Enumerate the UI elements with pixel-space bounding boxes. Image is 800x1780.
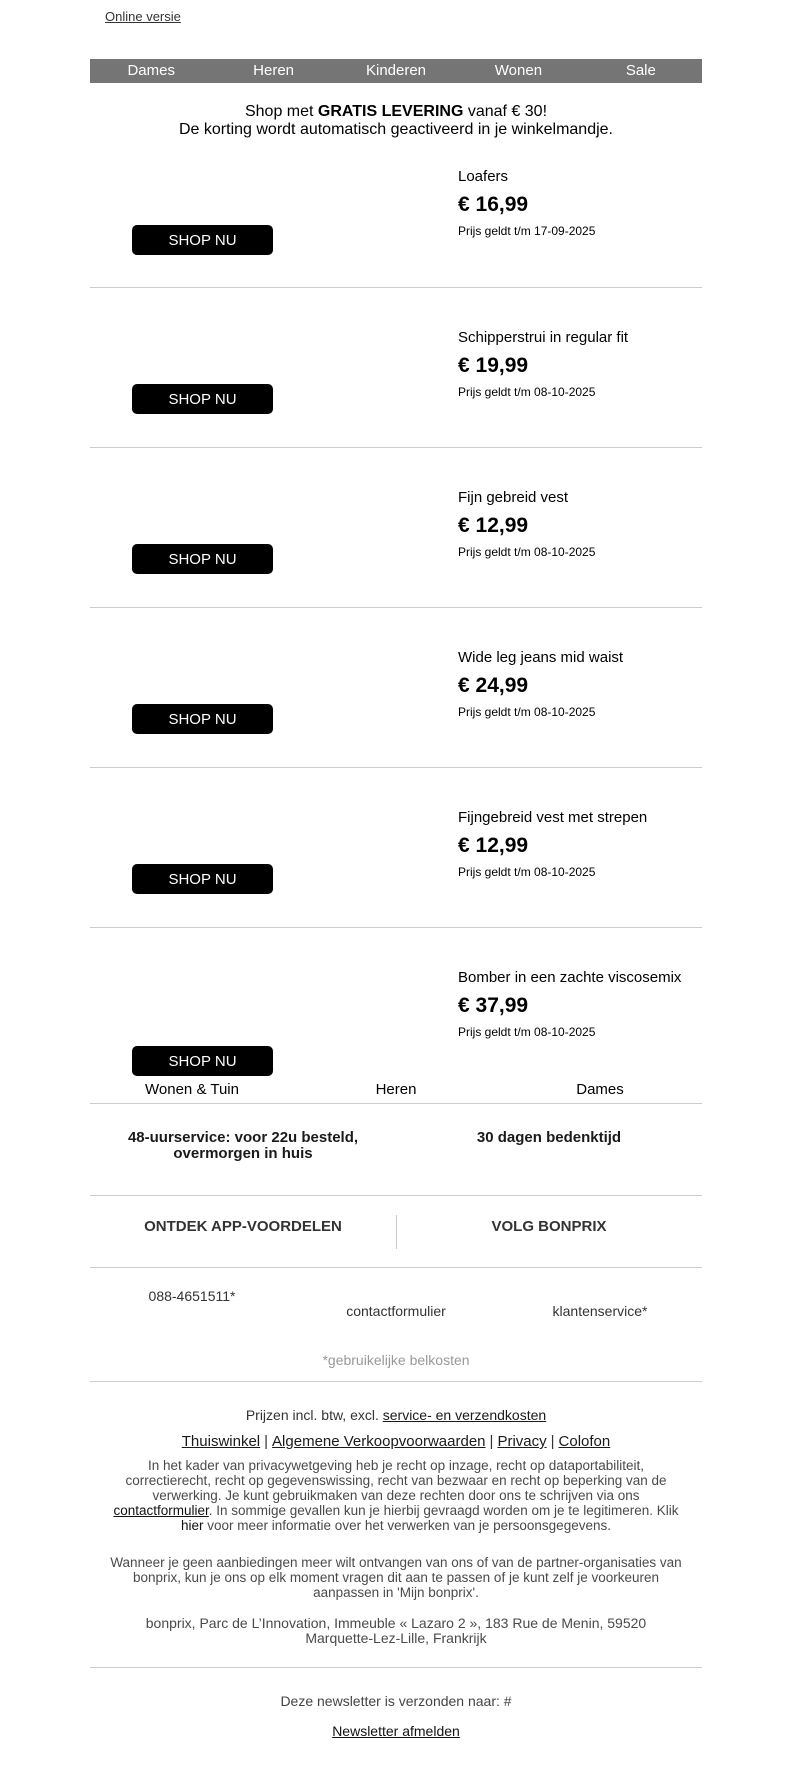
category-links-row [90,1078,702,1104]
privacy-hier-link[interactable]: hier [181,1518,204,1533]
legal-section [90,1407,702,1668]
product-price: € 37,99 [458,994,529,1017]
product-row [90,768,702,928]
product-validity: Prijs geldt t/m 08-10-2025 [458,865,596,879]
promo-header-bold: GRATIS LEVERING [317,103,464,120]
product-row [90,288,702,448]
product-image-column [90,288,458,447]
newsletter-unsubscribe-link[interactable]: Newsletter afmelden [332,1723,460,1739]
nav-item-dames[interactable]: Dames [127,62,175,79]
product-price: € 19,99 [458,354,529,377]
product-info [458,448,702,607]
usp-row [90,1104,702,1196]
category-nav-bar [90,59,702,83]
footer [90,1693,702,1741]
nav-item-wonen[interactable]: Wonen [494,62,543,79]
product-info [458,139,702,287]
product-image-placeholder[interactable] [90,288,458,447]
shop-nu-button[interactable]: SHOP NU [132,864,273,894]
product-row [90,928,702,1078]
category-link-heren[interactable]: Heren [375,1081,417,1098]
promo-header-line2: De korting wordt automatisch geactiveerd in je winkelmandje. [179,121,613,138]
call-costs-note: *gebruikelijke belkosten [322,1352,470,1368]
product-price: € 24,99 [458,674,529,697]
privacy-paragraph: In het kader van privacywetgeving heb je recht op inzage, recht op dataportabiliteit, correctierecht, recht op gegevenswissing, recht van bezwaar en recht op beperking van de verwerking. Je kunt gebruikmaken van deze rechten door ons te schrijven via ons contactformulier. In sommige gevallen kun je hierbij gevraagd worden om je te legitimeren. Klik hier voor meer informatie over het verwerken van je persoonsgegevens. [113,1458,679,1533]
product-row [90,608,702,768]
colofon-link[interactable]: Colofon [558,1433,611,1450]
unsubscribe-paragraph: Wanneer je geen aanbiedingen meer wilt ontvangen van ons of van de partner-organisaties van bonprix, kun je ons op elk moment vragen dit aan te passen of je kunt zelf je voorkeuren aanpassen in 'Mijn bonprix'. [110,1555,682,1600]
follow-bonprix-link[interactable]: VOLG BONPRIX [491,1218,607,1235]
prices-line: Prijzen incl. btw, excl. service- en verzendkosten [245,1407,547,1423]
newsletter-body [90,0,702,1741]
product-image-placeholder[interactable] [90,139,458,287]
product-validity: Prijs geldt t/m 08-10-2025 [458,385,596,399]
product-validity: Prijs geldt t/m 17-09-2025 [458,224,596,238]
shop-nu-button[interactable]: SHOP NU [132,384,273,414]
product-name: Fijn gebreid vest [458,489,569,506]
customer-service-link[interactable]: klantenservice* [552,1303,648,1319]
product-price: € 16,99 [458,193,529,216]
terms-link[interactable]: Algemene Verkoopvoorwaarden [272,1433,486,1450]
app-social-row [90,1196,702,1268]
product-validity: Prijs geldt t/m 08-10-2025 [458,545,596,559]
category-link-wonen-tuin[interactable]: Wonen & Tuin [145,1081,239,1098]
product-validity: Prijs geldt t/m 08-10-2025 [458,1025,596,1039]
shop-nu-button[interactable]: SHOP NU [132,544,273,574]
product-image-column [90,448,458,607]
product-image-placeholder[interactable] [90,608,458,767]
thuiswinkel-link[interactable]: Thuiswinkel [181,1433,261,1450]
product-name: Fijngebreid vest met strepen [458,809,648,826]
product-image-column [90,928,458,1078]
product-info [458,768,702,927]
product-image-placeholder[interactable] [90,768,458,927]
nav-item-heren[interactable]: Heren [253,62,295,79]
promo-header-line1: Shop met GRATIS LEVERING vanaf € 30! [244,103,548,120]
usp-delivery-line2: overmorgen in huis [173,1145,313,1162]
product-row [90,448,702,608]
product-info [458,928,702,1078]
product-image-column [90,768,458,927]
promo-header [90,103,702,139]
product-price: € 12,99 [458,834,529,857]
contact-section [90,1268,702,1382]
shipping-costs-link[interactable]: service- en verzendkosten [382,1407,547,1423]
product-name: Loafers [458,168,509,185]
vertical-divider [396,1215,397,1249]
company-address: bonprix, Parc de L’Innovation, Immeuble « Lazaro 2 », 183 Rue de Menin, 59520 Marquette-Lez-Lille, Frankrijk [145,1615,647,1646]
legal-links-row [90,1434,702,1450]
nav-item-sale[interactable]: Sale [625,62,656,79]
usp-return-policy: 30 dagen bedenktijd [476,1129,622,1146]
separator: | [489,1433,494,1450]
usp-delivery-line1: 48-uurservice: voor 22u besteld, [127,1129,359,1146]
shop-nu-button[interactable]: SHOP NU [132,1046,273,1076]
privacy-contact-form-link[interactable]: contactformulier [113,1503,209,1518]
product-info [458,288,702,447]
separator: | [550,1433,555,1450]
product-name: Schipperstrui in regular fit [458,329,629,346]
product-row [90,139,702,288]
phone-number: 088-4651511* [148,1288,236,1304]
product-info [458,608,702,767]
shop-nu-button[interactable]: SHOP NU [132,225,273,255]
nav-item-kinderen[interactable]: Kinderen [365,62,427,79]
product-price: € 12,99 [458,514,529,537]
contact-row [90,1288,702,1319]
sent-to-line: Deze newsletter is verzonden naar: # [280,1693,512,1709]
usp-delivery [90,1130,396,1162]
product-name: Wide leg jeans mid waist [458,649,624,666]
product-image-placeholder[interactable] [90,448,458,607]
product-image-column [90,608,458,767]
privacy-link[interactable]: Privacy [497,1433,547,1450]
product-name: Bomber in een zachte viscosemix [458,969,682,986]
category-link-dames[interactable]: Dames [576,1081,624,1098]
contact-form-link[interactable]: contactformulier [346,1303,446,1319]
separator: | [264,1433,269,1450]
product-validity: Prijs geldt t/m 08-10-2025 [458,705,596,719]
product-image-column [90,139,458,287]
app-benefits-link[interactable]: ONTDEK APP-VOORDELEN [144,1218,342,1235]
online-version-link[interactable]: Online versie [105,9,181,24]
shop-nu-button[interactable]: SHOP NU [132,704,273,734]
